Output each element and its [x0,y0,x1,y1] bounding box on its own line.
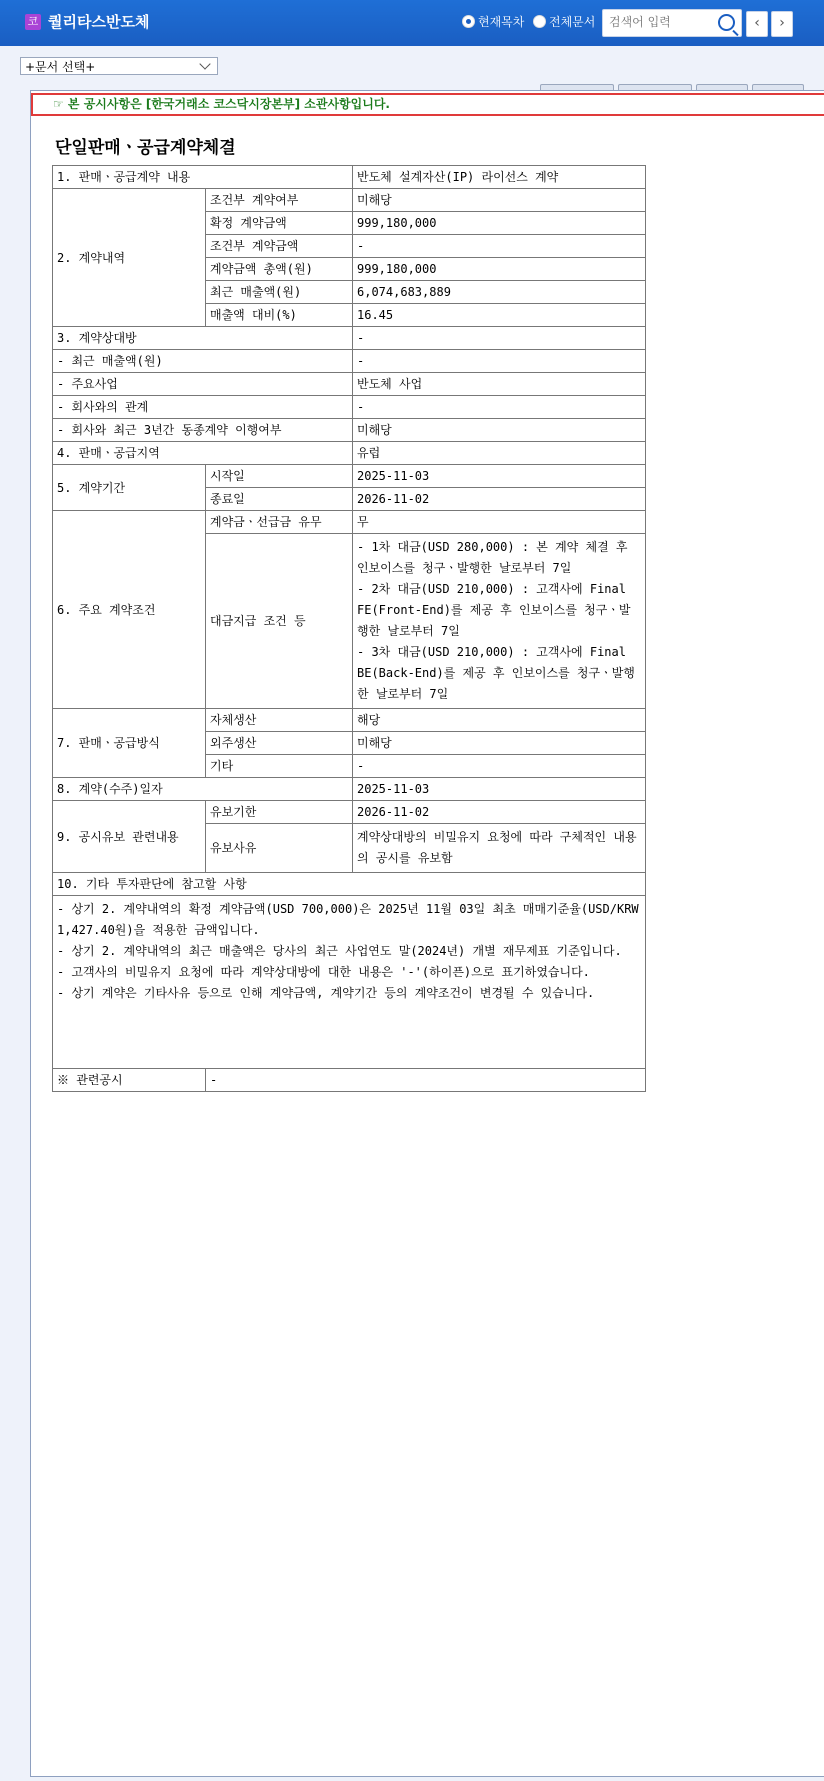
document-select-value: +문서 선택+ [25,60,96,74]
radio-current-label: 현재목차 [478,15,525,29]
row-label: ※ 관련공시 [53,1069,206,1092]
row-value: - [353,396,646,419]
row-label: 1. 판매ㆍ공급계약 내용 [53,166,353,189]
row-label: 9. 공시유보 관련내용 [53,801,206,873]
row-value: - [353,235,646,258]
sub-label: 외주생산 [206,732,353,755]
table-row [53,896,646,1069]
table-row [53,709,646,732]
page-title: 단일판매ㆍ공급계약체결 [55,138,236,158]
jurisdiction-notice: ☞ 본 공시사항은 [한국거래소 코스닥시장본부] 소관사항입니다. [31,93,824,116]
radio-all-label: 전체문서 [549,15,596,29]
sub-label: 시작일 [206,465,353,488]
row-value: 반도체 설계자산(IP) 라이선스 계약 [353,166,646,189]
table-row [53,465,646,488]
row-label: - 최근 매출액(원) [53,350,353,373]
row-value: 무 [353,511,646,534]
row-label: - 주요사업 [53,373,353,396]
table-row [53,166,646,189]
row-label: 4. 판매ㆍ공급지역 [53,442,353,465]
sub-label: 확정 계약금액 [206,212,353,235]
table-row [53,373,646,396]
row-value: 해당 [353,709,646,732]
table-row [53,419,646,442]
radio-selected-icon [462,15,475,28]
other-notes: - 상기 2. 계약내역의 확정 계약금액(USD 700,000)은 2025년 11월 03일 최초 매매기준율(USD/KRW 1,427.40원)을 적용한 금액입니다. - 상기 2. 계약내역의 최근 매출액은 당사의 최근 사업연도 말(2024년) 개별 재무제표 기준입니다. - 고객사의 비밀유지 요청에 따라 계약상대방에 대한 내용은 '-'(하이픈)으로 표기하였습니다. - 상기 계약은 기타사유 등으로 인해 계약금액, 계약기간 등의 계약조건이 변경될 수 있습니다. [53,896,646,1069]
row-label: 5. 계약기간 [53,465,206,511]
sub-label: 유보사유 [206,824,353,873]
sub-label: 계약금액 총액(원) [206,258,353,281]
table-row [53,189,646,212]
top-bar [0,0,824,46]
sub-label: 최근 매출액(원) [206,281,353,304]
row-value: - [206,1069,646,1092]
row-value: 계약상대방의 비밀유지 요청에 따라 구체적인 내용의 공시를 유보함 [353,824,646,873]
sub-label: 조건부 계약여부 [206,189,353,212]
chevron-left-icon: ‹ [754,15,760,31]
row-value: - [353,350,646,373]
document-select[interactable] [20,57,218,75]
table-row [53,396,646,419]
sub-label: 매출액 대비(%) [206,304,353,327]
sub-label: 자체생산 [206,709,353,732]
sub-label: 기타 [206,755,353,778]
sub-label: 대금지급 조건 등 [206,534,353,709]
search-icon[interactable] [718,14,735,31]
row-value: 미해당 [353,419,646,442]
payment-terms: - 1차 대금(USD 280,000) : 본 계약 체결 후 인보이스를 청구ㆍ발행한 날로부터 7일 - 2차 대금(USD 210,000) : 고객사에 Final FE(Front-End)를 제공 후 인보이스를 청구ㆍ발행한 날로부터 7일 - 3차 대금(USD 210,000) : 고객사에 Final BE(Back-End)를 제공 후 인보이스를 청구ㆍ발행한 날로부터 7일 [353,534,646,709]
disclosure-table [52,165,646,1092]
table-row [53,873,646,896]
radio-unselected-icon [533,15,546,28]
chevron-right-icon: › [779,15,785,31]
row-label: 10. 기타 투자판단에 참고할 사항 [53,873,646,896]
company-title: 퀄리타스반도체 [48,13,150,31]
row-value: - [353,327,646,350]
row-value: 미해당 [353,189,646,212]
sub-label: 종료일 [206,488,353,511]
sub-label: 유보기한 [206,801,353,824]
row-label: - 회사와의 관계 [53,396,353,419]
row-label: 8. 계약(수주)일자 [53,778,353,801]
chevron-down-icon [199,58,210,69]
row-value: 반도체 사업 [353,373,646,396]
table-row [53,778,646,801]
row-value: 2025-11-03 [353,778,646,801]
table-row [53,801,646,824]
row-value: 미해당 [353,732,646,755]
row-label: 7. 판매ㆍ공급방식 [53,709,206,778]
row-value: 16.45 [353,304,646,327]
company-logo-icon: 코 [25,14,41,30]
row-value: 유럽 [353,442,646,465]
row-label: 6. 주요 계약조건 [53,511,206,709]
document-frame [30,90,824,1777]
row-value: 2025-11-03 [353,465,646,488]
table-row [53,511,646,534]
row-value: 2026-11-02 [353,801,646,824]
prev-button[interactable] [746,11,768,37]
row-value: 2026-11-02 [353,488,646,511]
next-button[interactable] [771,11,793,37]
row-label: - 회사와 최근 3년간 동종계약 이행여부 [53,419,353,442]
sub-label: 계약금ㆍ선급금 유무 [206,511,353,534]
search-input[interactable] [603,10,715,34]
row-value: 999,180,000 [353,212,646,235]
row-value: 999,180,000 [353,258,646,281]
table-row [53,327,646,350]
sub-label: 조건부 계약금액 [206,235,353,258]
search-box [602,9,742,37]
radio-current-toc[interactable] [462,13,524,30]
row-value: 6,074,683,889 [353,281,646,304]
table-row [53,350,646,373]
radio-all-documents[interactable] [533,13,595,30]
row-label: 3. 계약상대방 [53,327,353,350]
row-label: 2. 계약내역 [53,189,206,327]
table-row [53,1069,646,1092]
row-value: - [353,755,646,778]
table-row [53,442,646,465]
